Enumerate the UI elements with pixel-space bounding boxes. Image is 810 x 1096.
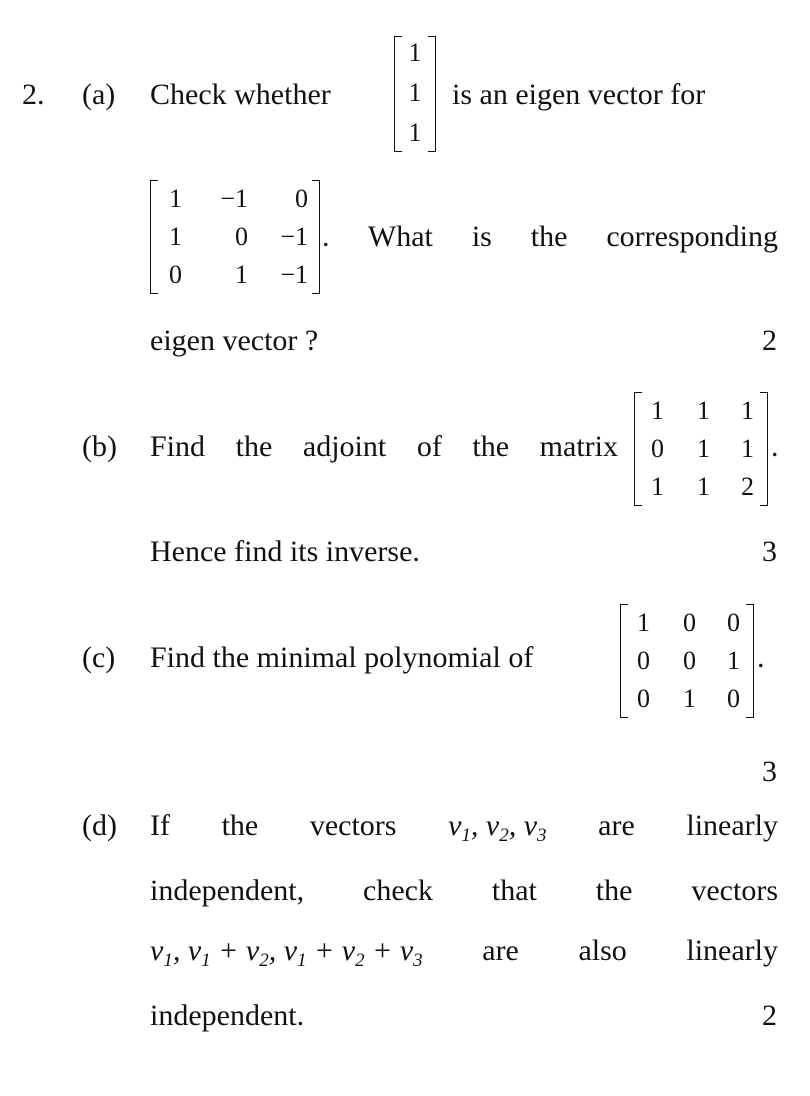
word: check <box>363 874 433 907</box>
part-a-after-matrix: . What is the corresponding <box>322 220 778 253</box>
vectors-combined: $v_1$, $v_1 + v_2$, $v_1 + v_2 + v_3$ <box>150 934 423 971</box>
matrix-cell: 2 <box>741 472 754 501</box>
matrix-cell: 0 <box>683 608 696 637</box>
matrix-cell: 1 <box>651 396 664 425</box>
matrix-cell: 0 <box>169 260 182 289</box>
matrix-cell: 1 <box>741 434 754 463</box>
part-c-label: (c) <box>82 641 116 674</box>
matrix-cell: −1 <box>220 184 248 213</box>
matrix-cell: 1 <box>637 608 650 637</box>
matrix-cell: −1 <box>280 222 308 251</box>
matrix-cell: 1 <box>697 396 710 425</box>
part-b-second-line: Hence find its inverse. <box>150 535 420 568</box>
matrix-cell: 1 <box>683 684 696 713</box>
part-d-label: (d) <box>82 809 117 842</box>
part-a-marks: 2 <box>762 324 777 357</box>
part-d-line1 <box>150 809 778 846</box>
matrix-cell: 1 <box>169 222 182 251</box>
part-d-marks: 2 <box>762 999 777 1032</box>
word: vectors <box>691 874 778 907</box>
word: linearly <box>686 809 778 842</box>
part-a-vector <box>394 36 436 152</box>
part-b-matrix <box>634 392 768 506</box>
matrix-cell: 0 <box>637 646 650 675</box>
part-c-text: Find the minimal polynomial of <box>150 641 534 674</box>
matrix-cell: 1 <box>697 472 710 501</box>
matrix-cell: −1 <box>280 260 308 289</box>
part-a-last-line: eigen vector ? <box>150 324 319 357</box>
part-b-label: (b) <box>82 430 117 463</box>
part-a-after-vector: is an eigen vector for <box>452 78 706 111</box>
matrix-cell: 1 <box>651 472 664 501</box>
part-d-line3 <box>150 934 778 971</box>
part-b-marks: 3 <box>762 535 777 568</box>
word: are <box>598 809 635 842</box>
word: If <box>150 809 170 842</box>
word: are <box>482 934 519 967</box>
part-c-end: . <box>757 641 765 674</box>
word: vectors <box>309 809 397 842</box>
word: that <box>491 874 537 907</box>
matrix-cell: 1 <box>697 434 710 463</box>
matrix-cell: 0 <box>637 684 650 713</box>
word: linearly <box>686 934 778 967</box>
matrix-cell: 1 <box>741 396 754 425</box>
part-a-label: (a) <box>82 78 116 111</box>
part-b-end: . <box>771 430 779 463</box>
vector-cell: 1 <box>408 38 422 67</box>
word: the <box>595 874 633 907</box>
part-a-line1-rest <box>452 80 778 110</box>
part-c-marks: 3 <box>762 755 777 788</box>
matrix-cell: 1 <box>235 260 248 289</box>
matrix-cell: 0 <box>683 646 696 675</box>
vector-cell: 1 <box>408 118 422 147</box>
matrix-cell: 1 <box>727 646 740 675</box>
part-a-intro: Check whether <box>150 78 331 111</box>
matrix-cell: 0 <box>727 608 740 637</box>
part-b-text: Find the adjoint of the matrix <box>150 430 618 463</box>
matrix-cell: 1 <box>169 184 182 213</box>
matrix-cell: 0 <box>295 184 308 213</box>
part-d-line2 <box>150 876 778 906</box>
matrix-cell: 0 <box>651 434 664 463</box>
matrix-cell: 0 <box>727 684 740 713</box>
vector-cell: 1 <box>408 78 422 107</box>
vectors-v1-v2-v3: $v_1$, $v_2$, $v_3$ <box>448 809 547 846</box>
part-d-line4: independent. <box>150 999 305 1032</box>
part-a-matrix <box>150 180 320 294</box>
matrix-cell: 0 <box>235 222 248 251</box>
part-c-matrix <box>620 604 754 718</box>
question-number: 2. <box>22 78 45 111</box>
word: independent, <box>150 874 305 907</box>
word: also <box>578 934 627 967</box>
word: the <box>221 809 259 842</box>
